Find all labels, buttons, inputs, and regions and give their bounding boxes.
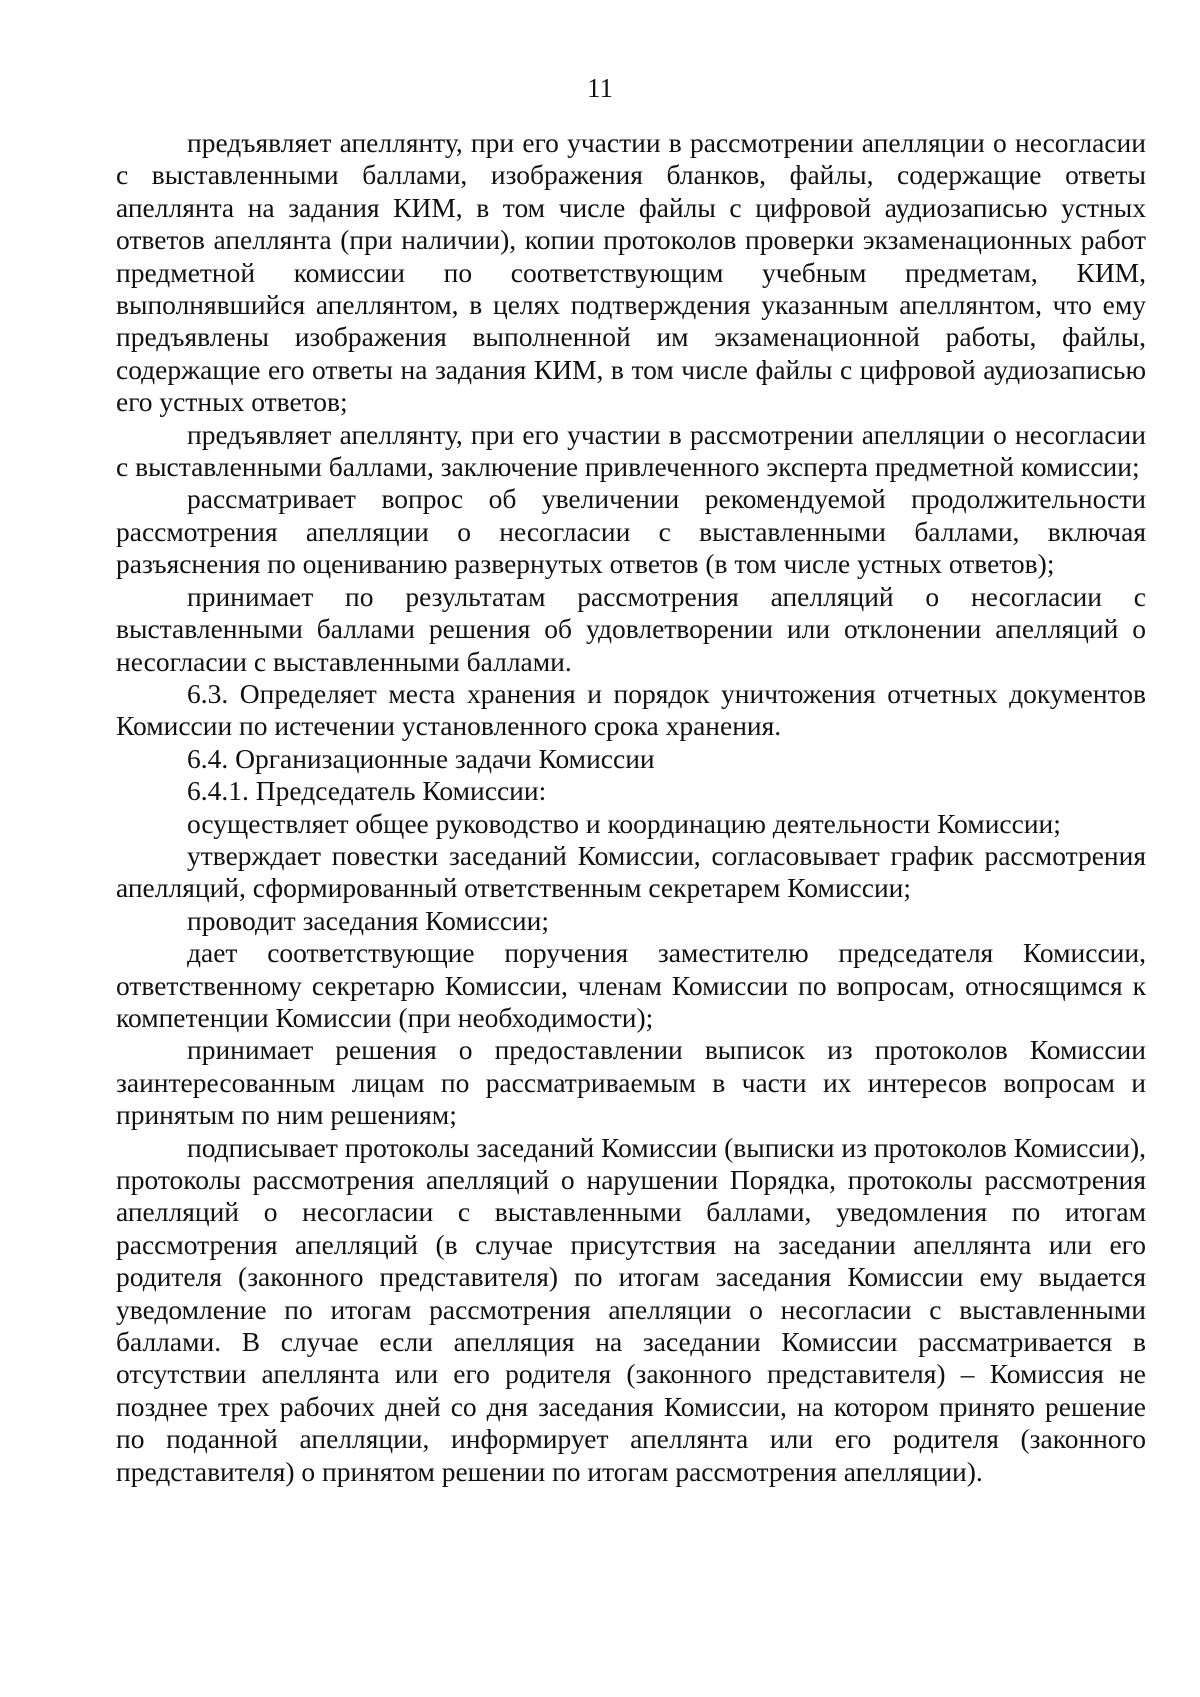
page-number: 11 [587, 73, 613, 103]
paragraph: предъявляет апеллянту, при его участии в рассмотрении апелляции о несогласии с выставленными баллами, заключение привлеченного эксперта предметной комиссии; [116, 418, 1146, 483]
paragraph: осуществляет общее руководство и координацию деятельности Комиссии; [187, 807, 1061, 839]
paragraph: дает соответствующие поручения заместителю председателя Комиссии, ответственному секретарю Комиссии, членам Комиссии по вопросам, относящимся к компетенции Комиссии (при необходимости); [116, 937, 1146, 1033]
paragraph: 6.3. Определяет места хранения и порядок уничтожения отчетных документов Комиссии по истечении установленного срока хранения. [116, 677, 1146, 742]
subsection-heading: 6.4.1. Председатель Комиссии: [187, 775, 547, 807]
paragraph: принимает по результатам рассмотрения апелляций о несогласии с выставленными баллами решения об удовлетворении или отклонении апелляций о несогласии с выставленными баллами. [116, 580, 1146, 677]
section-heading: 6.4. Организационные задачи Комиссии [187, 742, 655, 774]
paragraph: проводит заседания Комиссии; [187, 904, 549, 936]
paragraph: утверждает повестки заседаний Комиссии, согласовывает график рассмотрения апелляций, сформированный ответственным секретарем Комиссии; [116, 839, 1146, 904]
paragraph: предъявляет апеллянту, при его участии в рассмотрении апелляции о несогласии с выставленными баллами, изображения бланков, файлы, содержащие ответы апеллянта на задания КИМ, в том числе файлы с цифровой аудиозаписью устных ответов апеллянта (при наличии), копии протоколов проверки экзаменационных работ предметной комиссии по соответствующим учебным предметам, КИМ, выполнявшийся апеллянтом, в целях подтверждения указанным апеллянтом, что ему предъявлены изображения выполненной им экзаменационной работы, файлы, содержащие его ответы на задания КИМ, в том числе файлы с цифровой аудиозаписью его устных ответов; [116, 127, 1146, 418]
document-body [116, 127, 1146, 1488]
paragraph: рассматривает вопрос об увеличении рекомендуемой продолжительности рассмотрения апелляции о несогласии с выставленными баллами, включая разъяснения по оцениванию развернутых ответов (в том числе устных ответов); [116, 483, 1146, 580]
paragraph: принимает решения о предоставлении выписок из протоколов Комиссии заинтересованным лицам по рассматриваемым в части их интересов вопросам и принятым по ним решениям; [116, 1034, 1146, 1131]
paragraph: подписывает протоколы заседаний Комиссии (выписки из протоколов Комиссии), протоколы рассмотрения апелляций о нарушении Порядка, протоколы рассмотрения апелляций о несогласии с выставленными баллами, уведомления по итогам рассмотрения апелляций (в случае присутствия на заседании апеллянта или его родителя (законного представителя) по итогам заседания Комиссии ему выдается уведомление по итогам рассмотрения апелляции о несогласии с выставленными баллами. В случае если апелляция на заседании Комиссии рассматривается в отсутствии апеллянта или его родителя (законного представителя) – Комиссия не позднее трех рабочих дней со дня заседания Комиссии, на котором принято решение по поданной апелляции, информирует апеллянта или его родителя (законного представителя) о принятом решении по итогам рассмотрения апелляции). [116, 1131, 1146, 1487]
